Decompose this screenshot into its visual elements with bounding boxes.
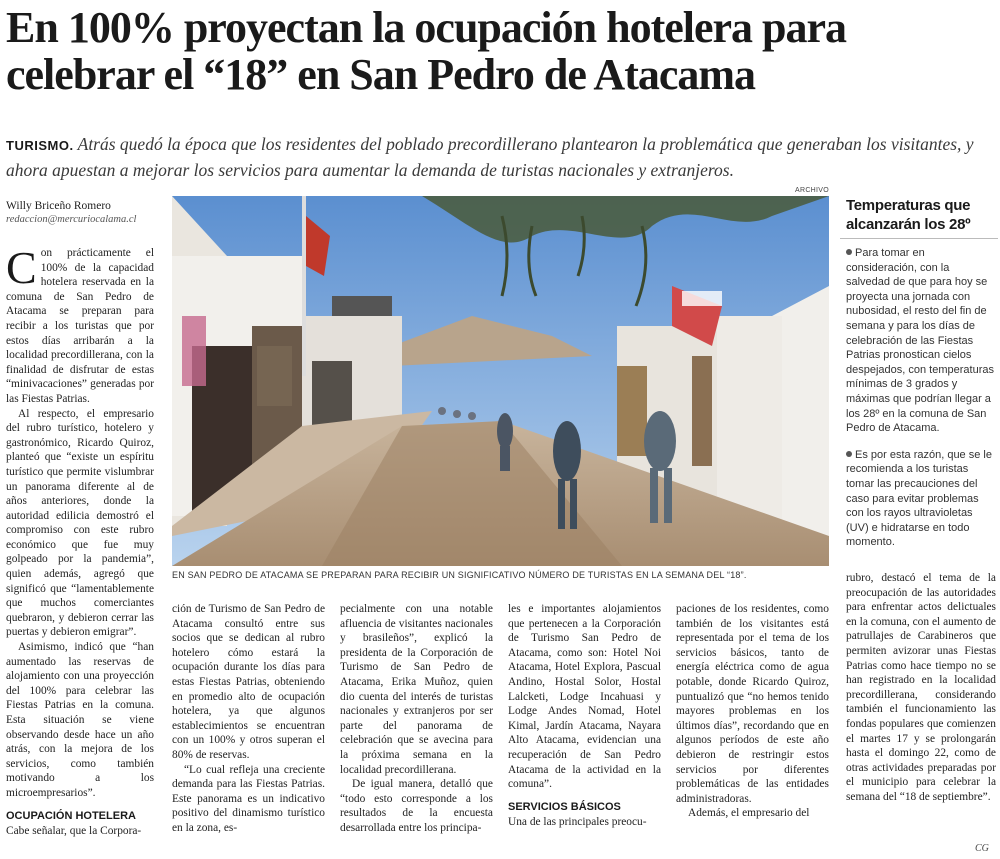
bullet-icon	[846, 249, 852, 255]
article-column-2	[172, 602, 325, 836]
paragraph: Al respecto, el empresario del rubro turístico, hotelero y gastronómico, Ricardo Quiroz, planteó que “existe un espíritu turístico que permite vislumbrar un panorama diferente al de años anteriores, donde la autoridad edilicia demostró el compromiso con este rubro económico que fue muy golpeado por la pandemia”, quien además, agregó que significó que “lamentablemente que muchos comerciantes quebraron, y debieron cerrar las puertas y debieron emigrar”.	[6, 407, 154, 639]
sidebar-item: Para tomar en consideración, con la salvedad de que para hoy se proyecta una jornada con nubosidad, el resto del fin de semana y para los días de celebración de las Fiestas Patrias pronostican cielos despejados, con temperaturas mínimas de 3 grados y máximas que podrían llegar a los 28º en la comuna de San Pedro de Atacama.	[846, 247, 994, 435]
photo-credit: ARCHIVO	[795, 187, 829, 194]
street-photo	[172, 196, 829, 566]
paragraph: rubro, destacó el tema de la preocupación de las autoridades para enfrentar actos delictuales en la comuna, con el aumento de patrullajes de Carabineros que permiten avizorar unas Fiestas Patrias como hace tiempo no se han registrado en la localidad precordillerana, considerando también el funcionamiento las fondas populares que comienzen el martes 17 y se prolongarán hasta el domingo 22, como de otras actividades preparadas por el municipio para celebrar la semana del “18 de septiembre”.	[846, 572, 996, 803]
sidebar-box	[846, 246, 996, 562]
article-column-5	[676, 602, 829, 821]
kicker-tag: TURISMO.	[6, 138, 74, 153]
subhead-servicios: SERVICIOS BÁSICOS	[508, 800, 621, 813]
kicker	[6, 132, 996, 183]
paragraph: ción de Turismo de San Pedro de Atacama consultó entre sus socios que se dedican al rubro hotelero cómo estará la ocupación durante los días para estas Fiestas Patrias, obteniendo en promedio alto de ocupación hotelera, ya que algunos establecimientos se encuentran con un 100% y otros superan el 80% de reservas.	[172, 603, 325, 761]
paragraph: Además, el empresario del	[688, 807, 810, 820]
paragraph: Con prácticamente el 100% de la capacidad hotelera reservada en la comuna de San Pedro de Atacama se preparan para recibir a los turistas que por estos días arribarán a la localidad precordillerana, con la finalidad de disfrutar de estas “minivacaciones” generadas por las Fiestas Patrias.	[6, 242, 154, 405]
paragraph: “Lo cual refleja una creciente demanda para las Fiestas Patrias. Este panorama es un indicativo positivo del dinamismo turístico en la zona, es-	[172, 763, 325, 834]
bullet-icon	[846, 451, 852, 457]
headline: En 100% proyectan la ocupación hotelera para celebrar el “18” en San Pedro de Atacama	[6, 3, 847, 99]
article-column-1	[6, 242, 154, 839]
paragraph: De igual manera, detalló que “todo esto corresponde a los resultados de la encuesta desarrollada entre los principa-	[340, 778, 493, 834]
author-email: redaccion@mercuriocalama.cl	[6, 214, 137, 225]
paragraph: Asimismo, indicó que “han aumentado las reservas de alojamiento con una proyección del 100% para celebrar las Fiestas Patrias en la comuna. Esta situación se viene observando desde hace un año atrás, con la mejora de los servicios, como también motivando a los microempresarios”.	[6, 641, 154, 799]
author-signature: CG	[975, 843, 989, 854]
article-column-3	[340, 602, 493, 836]
paragraph: pecialmente con una notable afluencia de visitantes nacionales y brasileños”, explicó la presidenta de la Corporación de Turismo de San Pedro de Atacama, Erika Muñoz, quien dio cuenta del interés de turistas nacionales y extranjeros por ser parte del panorama de celebración que se avecina para la próxima semana en la localidad precordillerana.	[340, 603, 493, 776]
subhead-ocupacion: OCUPACIÓN HOTELERA	[6, 809, 136, 822]
paragraph: Cabe señalar, que la Corpora-	[6, 825, 142, 838]
article-column-6	[846, 571, 996, 805]
paragraph: Una de las principales preocu-	[508, 816, 647, 829]
sidebar-title: Temperaturas que alcanzarán los 28º	[846, 197, 971, 233]
kicker-text: Atrás quedó la época que los residentes del poblado precordillerano plantearon la problemática que generaban los visitantes, y ahora apuestan a mejorar los servicios para aumentar la demanda de turistas nacionales y extranjeros.	[6, 134, 974, 180]
paragraph: paciones de los residentes, como también de los visitantes está representada por el tema de los servicios básicos, tanto de energía eléctrica como de agua potable, donde Ricardo Quiroz, puntualizó que “no hemos tenido mayores problemas en los últimos días”, recordando que en algunos períodos de este año debieron de restringir estos servicios por diferentes problemáticas de las entidades administradoras.	[676, 603, 829, 805]
author-name: Willy Briceño Romero	[6, 200, 111, 212]
street-photo-illustration	[172, 196, 829, 566]
paragraph: les e importantes alojamientos que pertenecen a la Corporación de Turismo San Pedro de Atacama, como son: Hotel Noi Atacama, Hotel Explora, Pascual Andino, Hostal Solor, Hostal Lalcketi, Lodge Incahuasi y Lodge Andes Nomad, Hotel Kimal, Jardín Atacama, Nayara Alto Atacama, evidencian una recuperación de San Pedro Atacama de la actividad en la comuna”.	[508, 603, 661, 791]
drop-cap: C	[6, 242, 37, 293]
photo-caption: EN SAN PEDRO DE ATACAMA SE PREPARAN PARA RECIBIR UN SIGNIFICATIVO NÚMERO DE TURISTAS EN LA SEMANA DEL “18”.	[172, 570, 747, 580]
sidebar-divider	[840, 238, 998, 239]
article-column-4	[508, 602, 661, 830]
byline	[6, 200, 166, 225]
sidebar-item: Es por esta razón, que se le recomienda a los turistas tomar las precauciones del caso para evitar problemas con los rayos ultravioletas (UV) e hidratarse en todo momento.	[846, 448, 992, 549]
